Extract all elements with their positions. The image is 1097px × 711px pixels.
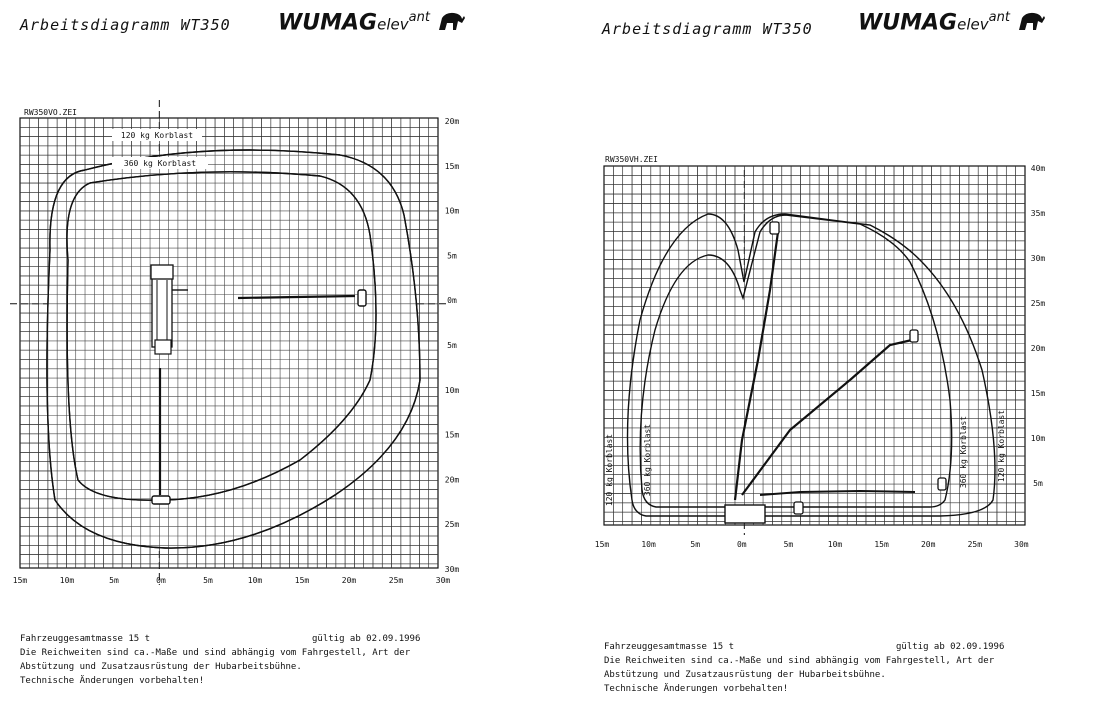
- basket-right: [358, 290, 366, 306]
- label-360kg-left: 360 kg Korblast: [643, 423, 652, 497]
- x-tick-label: 5m: [203, 576, 213, 585]
- label-360kg: 360 kg Korblast: [123, 159, 197, 168]
- x-tick-label: 30m: [1014, 540, 1029, 549]
- basket-right: [938, 478, 946, 490]
- left-logo-sub: elev: [377, 15, 409, 34]
- basket-bottom: [152, 496, 170, 504]
- x-tick-label: 10m: [247, 576, 263, 585]
- basket-diagonal: [910, 330, 918, 342]
- x-tick-label: 5m: [690, 540, 701, 549]
- x-tick-label: 15m: [12, 576, 28, 585]
- y-tick-label: 30m: [444, 565, 460, 574]
- right-file-label: RW350VH.ZEI: [605, 155, 658, 164]
- vehicle-cab: [151, 265, 173, 279]
- left-working-diagram: [0, 0, 560, 600]
- left-footer-line3: Abstützung und Zusatzausrüstung der Hubarbeitsbühne.: [20, 662, 302, 672]
- right-footer-line3: Abstützung und Zusatzausrüstung der Hubarbeitsbühne.: [604, 670, 886, 680]
- left-footer-line2: Die Reichweiten sind ca.-Maße und sind abhängig vom Fahrgestell, Art der: [20, 648, 411, 658]
- left-footer-valid: gültig ab 02.09.1996: [312, 634, 421, 644]
- basket-low: [794, 502, 803, 514]
- left-footer-line4: Technische Änderungen vorbehalten!: [20, 676, 205, 686]
- y-tick-label: 30m: [1030, 254, 1046, 263]
- x-tick-label: 0m: [156, 576, 166, 585]
- left-footer: [20, 632, 440, 688]
- y-tick-label: 5m: [1033, 479, 1043, 488]
- vehicle-base: [725, 505, 765, 523]
- x-tick-label: 10m: [641, 540, 656, 549]
- y-tick-label: 10m: [444, 385, 460, 395]
- right-title: Arbeitsdiagramm WT350: [602, 20, 813, 38]
- label-120kg: 120 kg Korblast: [120, 131, 194, 140]
- right-footer-line2: Die Reichweiten sind ca.-Maße und sind abhängig vom Fahrgestell, Art der: [604, 656, 995, 666]
- label-360kg-right: 360 kg Korblast: [959, 415, 968, 489]
- x-tick-label: 5m: [783, 540, 794, 549]
- x-tick-label: 25m: [388, 576, 404, 585]
- left-logo-main: WUMAG: [278, 10, 378, 36]
- x-tick-label: 10m: [59, 576, 75, 585]
- x-tick-label: 15m: [294, 576, 310, 585]
- vehicle-rear: [155, 340, 171, 354]
- y-tick-label: 25m: [1030, 299, 1046, 308]
- right-logo-ant: ant: [988, 10, 1010, 25]
- right-working-diagram: [560, 0, 1097, 600]
- x-tick-label: 10m: [827, 540, 843, 549]
- y-tick-label: 15m: [444, 161, 460, 171]
- right-logo-main: WUMAG: [858, 10, 958, 36]
- right-footer: [604, 640, 1024, 696]
- y-tick-label: 40m: [1030, 164, 1046, 173]
- right-footer-mass: Fahrzeuggesamtmasse 15 t: [604, 642, 735, 652]
- basket-top: [770, 222, 779, 234]
- x-tick-label: 15m: [594, 540, 610, 549]
- y-tick-label: 20m: [444, 475, 460, 485]
- y-tick-label: 25m: [444, 520, 460, 530]
- right-footer-line4: Technische Änderungen vorbehalten!: [604, 684, 789, 694]
- y-tick-label: 0m: [447, 296, 457, 306]
- right-footer-valid: gültig ab 02.09.1996: [896, 642, 1005, 652]
- x-tick-label: 20m: [341, 576, 357, 585]
- y-tick-label: 35m: [1030, 209, 1046, 218]
- left-footer-mass: Fahrzeuggesamtmasse 15 t: [20, 634, 151, 644]
- right-logo-sub: elev: [957, 15, 989, 34]
- y-tick-label: 10m: [1030, 434, 1046, 443]
- y-tick-label: 20m: [444, 117, 460, 126]
- left-file-label: RW350VO.ZEI: [24, 108, 77, 117]
- x-tick-label: 15m: [874, 540, 889, 549]
- x-tick-label: 5m: [109, 576, 119, 585]
- y-tick-label: 10m: [444, 206, 460, 216]
- x-tick-label: 30m: [435, 576, 451, 585]
- y-tick-label: 15m: [444, 430, 460, 440]
- y-tick-label: 20m: [1030, 344, 1046, 353]
- x-tick-label: 0m: [736, 540, 747, 549]
- x-tick-label: 20m: [920, 540, 936, 549]
- y-tick-label: 5m: [447, 341, 457, 350]
- x-tick-label: 25m: [967, 540, 983, 549]
- label-120kg-left: 120 kg Korblast: [605, 433, 614, 507]
- left-logo-ant: ant: [408, 10, 430, 25]
- label-120kg-right: 120 kg Korblast: [997, 409, 1006, 483]
- y-tick-label: 5m: [447, 251, 457, 261]
- y-tick-label: 15m: [1030, 389, 1046, 398]
- left-title: Arbeitsdiagramm WT350: [20, 16, 231, 34]
